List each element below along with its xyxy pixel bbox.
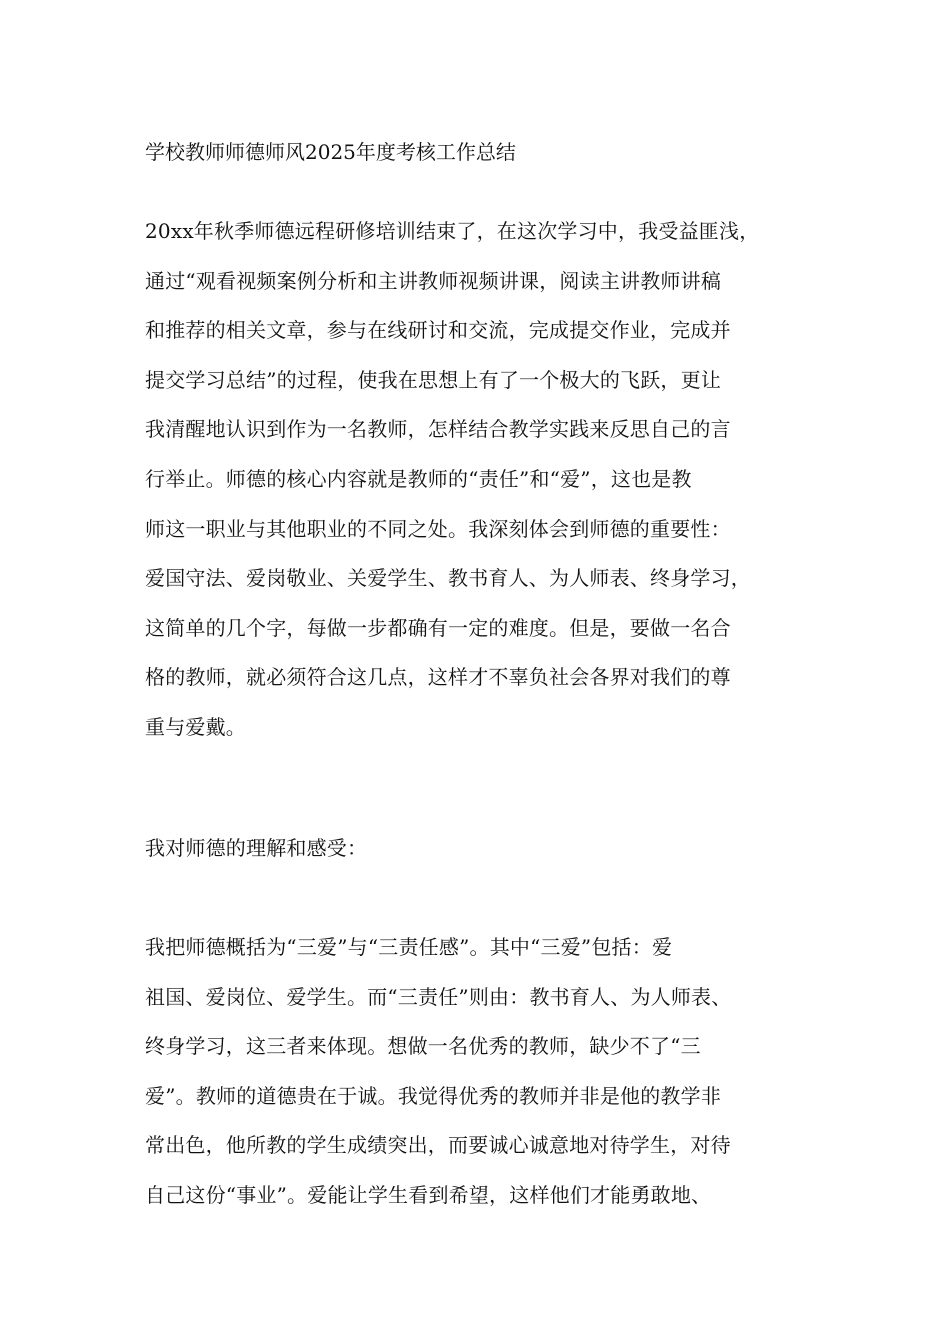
text-line: 我清醒地认识到作为一名教师，怎样结合教学实践来反思自己的言 [145, 417, 731, 442]
text-line: 行举止。师德的核心内容就是教师的“责任”和“爱”，这也是教 [145, 466, 692, 491]
text-line: 格的教师，就必须符合这几点，这样才不辜负社会各界对我们的尊 [145, 665, 731, 690]
document-title: 学校教师师德师风2025年度考核工作总结 [145, 140, 516, 164]
paragraph-intro [145, 207, 825, 753]
text-line: 提交学习总结”的过程，使我在思想上有了一个极大的飞跃，更让 [145, 367, 722, 392]
paragraph-heading [145, 824, 825, 874]
text-line: 我把师德概括为“三爱”与“三责任感”。其中“三爱”包括：爱 [145, 935, 673, 959]
text-line: 祖国、爱岗位、爱学生。而“三责任”则由：教书育人、为人师表、 [145, 984, 732, 1009]
text-line: 自己这份“事业”。爱能让学生看到希望，这样他们才能勇敢地、 [145, 1182, 712, 1207]
text-line: 通过“观看视频案例分析和主讲教师视频讲课，阅读主讲教师讲稿 [145, 268, 722, 293]
paragraph-body [145, 923, 825, 1221]
text-line: 常出色，他所教的学生成绩突出，而要诚心诚意地对待学生，对待 [145, 1133, 731, 1158]
text-line: 这简单的几个字，每做一步都确有一定的难度。但是，要做一名合 [145, 615, 731, 640]
text-line: 爱”。教师的道德贵在于诚。我觉得优秀的教师并非是他的教学非 [145, 1083, 722, 1108]
text-line: 师这一职业与其他职业的不同之处。我深刻体会到师德的重要性： [145, 516, 731, 541]
text-line: 重与爱戴。 [145, 714, 246, 739]
text-line: 我对师德的理解和感受： [145, 836, 368, 860]
text-line: 和推荐的相关文章，参与在线研讨和交流，完成提交作业，完成并 [145, 318, 731, 343]
text-line: 终身学习，这三者来体现。想做一名优秀的教师，缺少不了“三 [145, 1034, 701, 1059]
text-line: 20xx年秋季师德远程研修培训结束了，在这次学习中，我受益匪浅， [145, 219, 760, 243]
text-line: 爱国守法、爱岗敬业、关爱学生、教书育人、为人师表、终身学习， [145, 566, 751, 591]
